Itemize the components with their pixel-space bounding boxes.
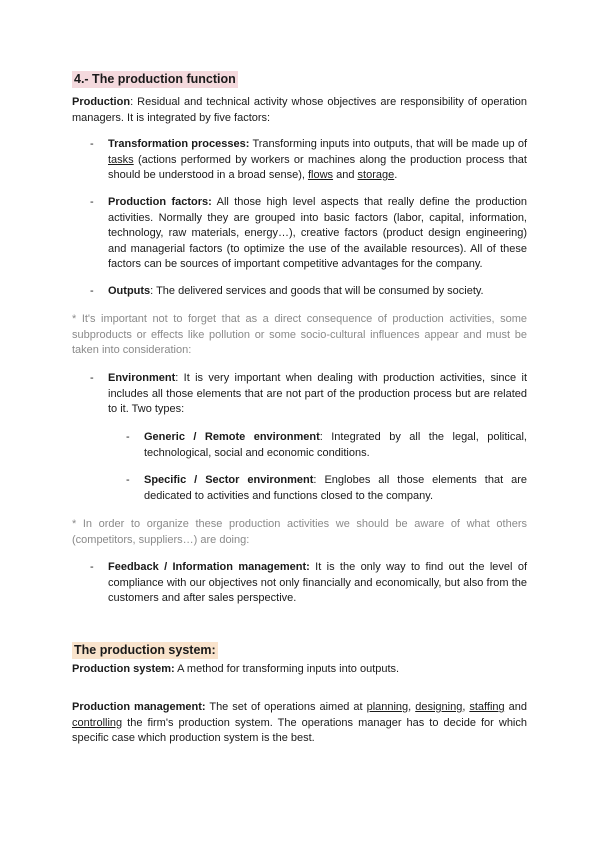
sub-item-specific-environment [126,473,527,504]
bullet-dash: - [126,474,130,486]
underlined-term-planning: planning [366,701,409,713]
underlined-term-staffing: staffing [469,701,505,713]
underlined-term-flows: flows [307,169,334,181]
item-term: Specific / Sector environment [144,474,314,486]
item-term: Feedback / Information management: [108,561,310,573]
list-item-environment [90,371,527,418]
item-text: : Englobes all those elements that are dedicated to activities and functions closed to the company. [144,474,527,502]
item-text: : Integrated by all the legal, political, technological, social and economic conditions. [144,431,527,459]
definition-paragraph [72,662,527,678]
list-item-outputs [90,284,527,300]
paragraph-text: , [462,701,470,713]
bullet-dash: - [90,138,94,150]
intro-term: Production [72,96,131,108]
item-text: . [394,169,398,181]
note-paragraph: * In order to organize these production activities we should be aware of what others (competitors, suppliers…) are doing: [72,518,527,546]
item-term: Transformation processes: [108,138,250,150]
definition-text: A method for transforming inputs into outputs. [174,663,400,675]
management-term: Production management: [72,701,206,713]
bullet-dash: - [90,561,94,573]
definition-term: Production system: [72,663,175,675]
bullet-dash: - [90,285,94,297]
item-term: Outputs [108,285,151,297]
item-text: : It is very important when dealing with production activities, since it includes all those elements that are not part of the production process but are related to it. Two types: [108,372,527,415]
item-text: All those high level aspects that really define the production activities. Normally they are grouped into basic factors (labor, capital, information, technology, raw materials, energy…), creative factors (product design engineering) and managerial factors (to optimize the use of the available resources). All of these factors can be sources of important competitive advantages for the company. [108,196,528,270]
underlined-term-controlling: controlling [72,716,123,729]
paragraph-text: , [408,701,416,713]
note-paragraph: * It's important not to forget that as a direct consequence of production activities, some subproducts or effects like pollution or some socio-cultural influences appear and must be taken into consideration: [72,313,527,356]
section-heading-production-system: The production system: [74,643,216,657]
item-term: Generic / Remote environment [144,431,320,443]
bullet-dash: - [126,431,130,443]
list-item-production-factors [90,195,528,273]
underlined-term-tasks: tasks [108,153,134,166]
item-term: Production factors: [108,196,212,208]
list-item-feedback [90,560,527,607]
underlined-term-designing: designing [415,701,463,713]
sub-item-generic-environment [126,430,527,461]
intro-text: : Residual and technical activity whose objectives are responsibility of operation managers. It is integrated by five factors: [72,96,527,124]
bullet-dash: - [90,196,94,208]
item-text: It is the only way to find out the level of compliance with our objectives not only financially and economically, but also from the customers and after sales perspective. [108,561,527,604]
item-text: Transforming inputs into outputs, that will be made up of [249,138,528,150]
item-text: : The delivered services and goods that will be consumed by society. [150,285,484,297]
management-paragraph [72,700,527,747]
paragraph-text: the firm's production system. The operations manager has to decide for which specific case which production system is the best. [72,716,527,744]
bullet-dash: - [90,372,94,384]
underlined-term-storage: storage [357,169,395,181]
section-heading: 4.- The production function [74,72,236,86]
list-item-transformation [90,137,528,184]
paragraph-text: The set of operations aimed at [205,701,367,713]
paragraph-text: and [504,701,527,713]
item-text: and [333,169,358,181]
intro-paragraph [72,95,527,126]
item-term: Environment [108,372,176,384]
item-text: (actions performed by workers or machines along the production process that should be understood in a broad sense), [108,153,527,181]
